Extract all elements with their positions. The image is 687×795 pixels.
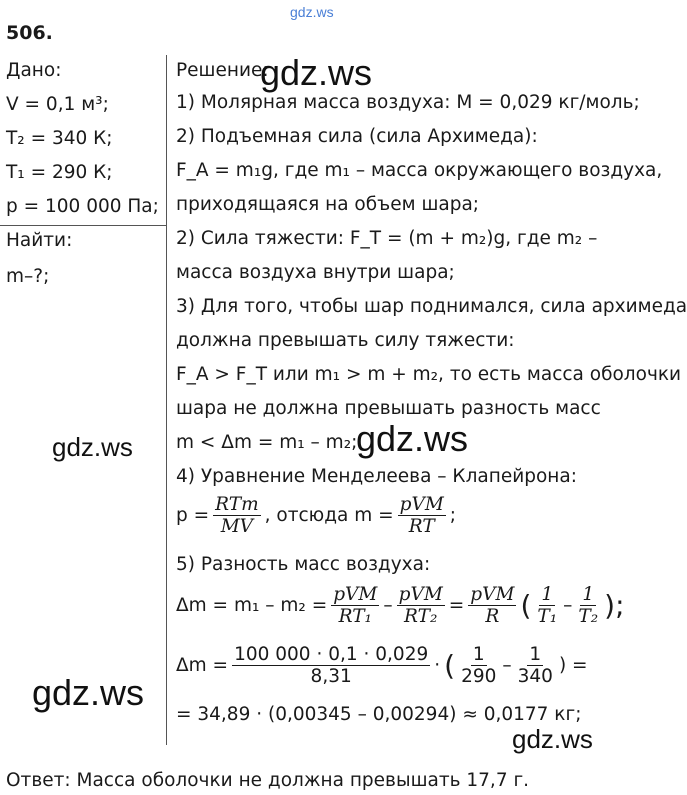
problem-number: 506. — [6, 22, 53, 44]
watermark: gdz.ws — [32, 672, 145, 713]
solution-line-10: шара не должна превышать разность масс — [176, 398, 601, 419]
watermark: gdz.ws — [356, 418, 469, 459]
solution-line-9: F_A > F_T или m₁ > m + m₂, то есть масса оболочки — [176, 364, 682, 385]
solution-line-1: 1) Молярная масса воздуха: M = 0,029 кг/моль; — [176, 92, 640, 113]
horizontal-divider — [0, 225, 166, 226]
calc-f2-num: 1 — [472, 644, 485, 665]
calc-fraction-2 — [459, 644, 498, 687]
calc-minus: – — [502, 655, 512, 676]
given-volume: V = 0,1 м³; — [6, 94, 109, 115]
calc-f1-den: 8,31 — [310, 666, 352, 687]
dm-minus-2: – — [563, 595, 573, 616]
calc-fraction-3 — [516, 644, 555, 687]
given-pressure: p = 100 000 Па; — [6, 196, 159, 217]
mendeleev-formula — [176, 494, 456, 537]
calc-f3-num: 1 — [529, 644, 542, 665]
find-value: m–?; — [6, 266, 50, 287]
dm-f5-num: 1 — [582, 584, 595, 605]
watermark: gdz.ws — [260, 52, 373, 93]
given-t1: T₁ = 290 К; — [6, 162, 113, 183]
mk-fraction-1 — [213, 494, 261, 537]
calc-left: Δm = — [176, 655, 229, 676]
mk-frac2-num: pVM — [399, 494, 444, 515]
mk-end: ; — [449, 505, 457, 526]
calc-dot: · — [434, 655, 441, 676]
calc-f1-num: 100 000 · 0,1 · 0,029 — [234, 644, 429, 665]
mk-frac1-num: RTm — [215, 494, 259, 515]
calc-close: ) = — [558, 655, 588, 676]
dm-f1-den: RT₁ — [338, 606, 372, 627]
answer: Ответ: Масса оболочки не должна превышать 17,7 г. — [6, 770, 530, 791]
dm-f1-num: pVM — [333, 584, 378, 605]
dm-left: Δm = m₁ – m₂ = — [176, 595, 328, 616]
calc-f2-den: 290 — [461, 666, 497, 687]
watermark: gdz.ws — [52, 432, 133, 462]
dm-f2-den: RT₂ — [404, 606, 438, 627]
calc-fraction-1 — [232, 644, 430, 687]
top-watermark: gdz.ws — [290, 4, 334, 20]
mk-left: p = — [176, 505, 210, 526]
solution-line-5: 2) Сила тяжести: F_T = (m + m₂)g, где m₂ – — [176, 228, 598, 249]
find-title: Найти: — [6, 230, 73, 251]
solution-line-13: 5) Разность масс воздуха: — [176, 554, 431, 575]
dm-f4-num: 1 — [541, 584, 554, 605]
solution-line-4: приходящаяся на объем шара; — [176, 194, 480, 215]
result-line: = 34,89 · (0,00345 – 0,00294) ≈ 0,0177 кг; — [176, 704, 582, 725]
solution-line-12: 4) Уравнение Менделеева – Клапейрона: — [176, 466, 577, 487]
dm-f5-den: T₂ — [578, 606, 599, 627]
calc-f3-den: 340 — [517, 666, 553, 687]
dm-f2-num: pVM — [398, 584, 443, 605]
solution-title: Решение: — [176, 60, 269, 81]
dm-close-paren: ); — [604, 589, 625, 622]
dm-eq: = — [448, 595, 465, 616]
mass-difference-formula — [176, 584, 625, 627]
watermark: gdz.ws — [512, 724, 593, 754]
given-title: Дано: — [6, 60, 62, 81]
dm-fraction-4 — [535, 584, 559, 627]
dm-fraction-3 — [468, 584, 516, 627]
solution-line-7: 3) Для того, чтобы шар поднимался, сила архимеда — [176, 296, 687, 317]
solution-line-3: F_A = m₁g, где m₁ – масса окружающего воздуха, — [176, 160, 663, 181]
dm-fraction-5 — [576, 584, 600, 627]
mk-frac2-den: RT — [408, 516, 435, 537]
solution-line-6: масса воздуха внутри шара; — [176, 262, 455, 283]
dm-open-paren: ( — [520, 589, 532, 622]
given-t2: T₂ = 340 К; — [6, 128, 113, 149]
dm-fraction-1 — [331, 584, 379, 627]
numeric-calculation — [176, 644, 588, 687]
calc-open-paren: ( — [444, 649, 456, 682]
dm-fraction-2 — [397, 584, 445, 627]
mk-mid: , отсюда m = — [264, 505, 394, 526]
mk-frac1-den: MV — [220, 516, 254, 537]
vertical-divider — [166, 55, 167, 745]
dm-f3-num: pVM — [470, 584, 515, 605]
solution-line-2: 2) Подъемная сила (сила Архимеда): — [176, 126, 538, 147]
dm-f3-den: R — [485, 606, 500, 627]
mk-fraction-2 — [398, 494, 446, 537]
solution-line-8: должна превышать силу тяжести: — [176, 330, 515, 351]
dm-f4-den: T₁ — [537, 606, 558, 627]
dm-minus: – — [383, 595, 393, 616]
solution-line-11: m < Δm = m₁ – m₂; — [176, 432, 358, 453]
